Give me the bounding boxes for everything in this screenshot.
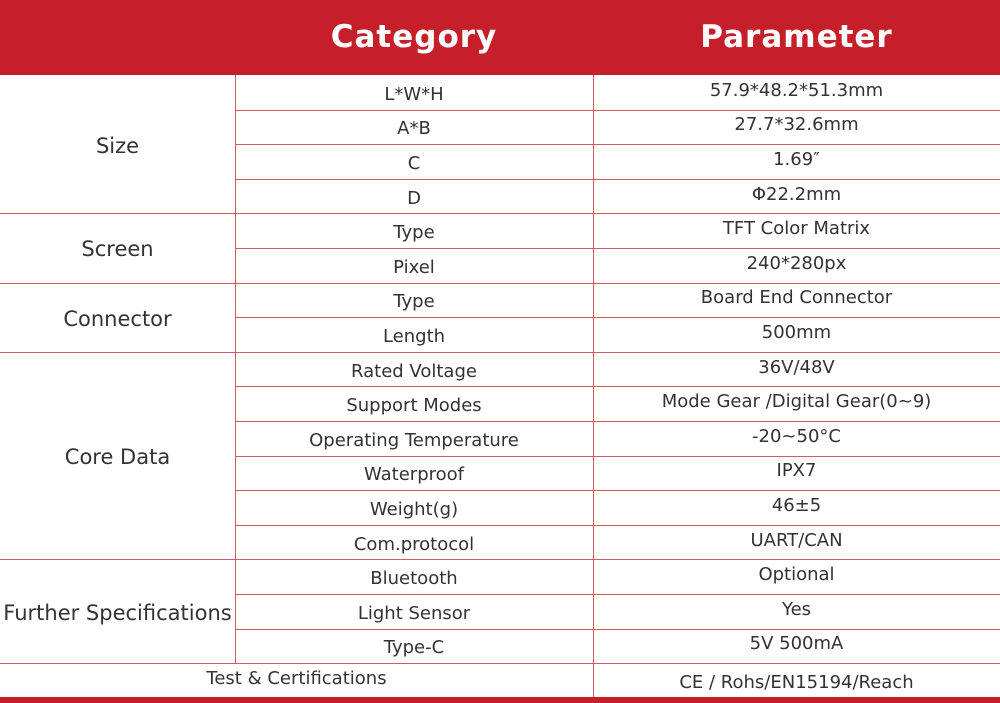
- row-label: Light Sensor: [357, 602, 471, 624]
- row-value: 46±5: [771, 494, 822, 516]
- column-divider-parameter: [593, 75, 594, 698]
- category-header: Category: [330, 19, 498, 55]
- row-label: Support Modes: [346, 395, 482, 417]
- row-value: IPX7: [776, 460, 817, 482]
- bottom-accent-bar: [0, 697, 1000, 703]
- row-label: Pixel: [393, 256, 435, 278]
- row-value: 240*280px: [746, 252, 847, 274]
- row-divider: [235, 456, 1000, 457]
- row-label: A*B: [397, 118, 431, 140]
- column-divider-category: [235, 75, 236, 663]
- row-divider: [235, 525, 1000, 526]
- row-label: Weight(g): [369, 498, 459, 520]
- row-divider: [235, 179, 1000, 180]
- row-divider: [235, 594, 1000, 595]
- section-name-further-specifications: Further Specifications: [3, 600, 232, 625]
- row-value: TFT Color Matrix: [722, 218, 871, 240]
- row-label: C: [407, 152, 421, 174]
- row-label: Type-C: [383, 637, 445, 659]
- row-label: Com.protocol: [353, 533, 475, 555]
- footer-value: CE / Rohs/EN15194/Reach: [679, 671, 914, 693]
- row-value: Φ22.2mm: [751, 183, 842, 205]
- row-divider: [235, 110, 1000, 111]
- parameter-header: Parameter: [700, 19, 893, 55]
- section-name-size: Size: [95, 133, 140, 158]
- row-label: D: [407, 187, 421, 209]
- row-value: Yes: [781, 598, 812, 620]
- row-value: Mode Gear /Digital Gear(0~9): [661, 391, 932, 413]
- footer-label: Test & Certifications: [206, 667, 387, 689]
- section-name-connector: Connector: [63, 306, 172, 331]
- row-label: Length: [382, 325, 446, 347]
- row-divider: [235, 144, 1000, 145]
- row-label: Type: [393, 291, 435, 313]
- row-divider: [235, 421, 1000, 422]
- row-label: Rated Voltage: [351, 360, 477, 382]
- row-label: Operating Temperature: [309, 429, 519, 451]
- row-value: UART/CAN: [750, 529, 843, 551]
- row-value: 36V/48V: [758, 356, 835, 378]
- row-label: Type: [393, 222, 435, 244]
- row-value: -20~50°C: [752, 425, 841, 447]
- row-label: Waterproof: [363, 464, 464, 486]
- row-value: 27.7*32.6mm: [734, 114, 859, 136]
- row-label: L*W*H: [384, 83, 444, 105]
- row-divider: [235, 248, 1000, 249]
- row-divider: [235, 490, 1000, 491]
- row-value: 57.9*48.2*51.3mm: [709, 79, 884, 101]
- section-name-core-data: Core Data: [64, 445, 171, 470]
- row-value: Optional: [758, 564, 835, 586]
- row-value: Board End Connector: [700, 287, 893, 309]
- row-value: 500mm: [761, 321, 832, 343]
- row-divider: [235, 317, 1000, 318]
- row-value: 1.69″: [773, 148, 820, 170]
- row-divider: [235, 386, 1000, 387]
- row-label: Bluetooth: [370, 568, 458, 590]
- row-divider: [235, 629, 1000, 630]
- row-value: 5V 500mA: [749, 633, 844, 655]
- section-name-screen: Screen: [81, 237, 154, 262]
